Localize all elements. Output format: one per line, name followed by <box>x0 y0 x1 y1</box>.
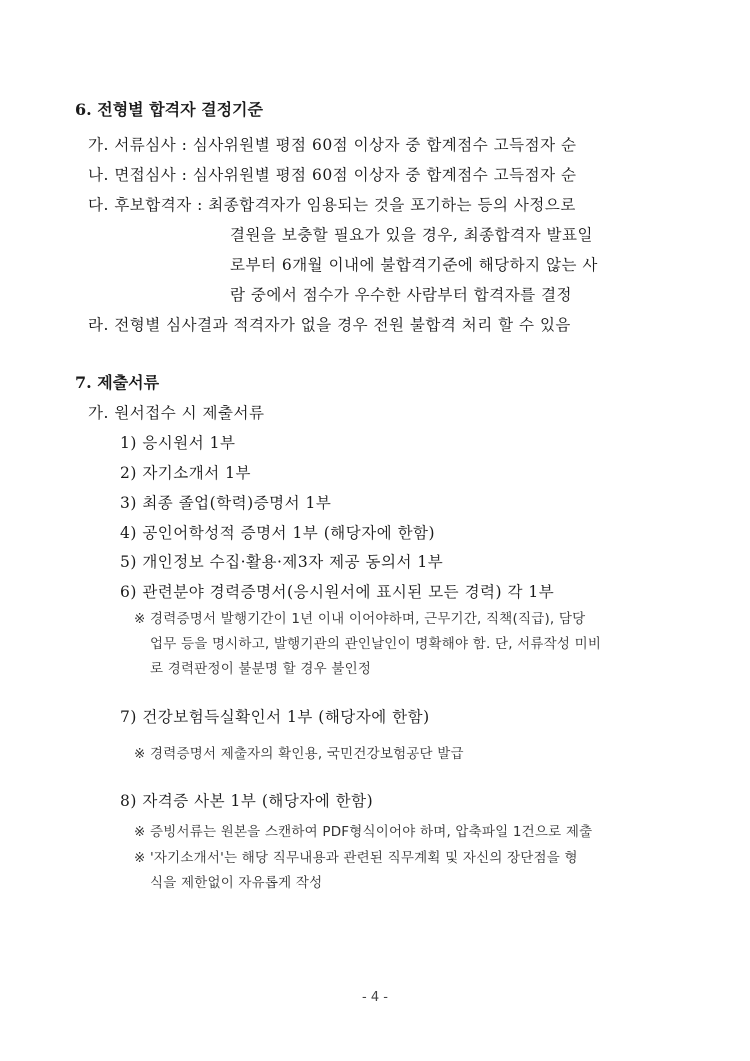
document-item: 6) 관련분야 경력증명서(응시원서에 표시된 모든 경력) 각 1부 <box>120 583 555 601</box>
criteria-item: 다. 후보합격자 : 최종합격자가 임용되는 것을 포기하는 등의 사정으로 <box>88 196 576 214</box>
document-item: 7) 건강보험득실확인서 1부 (해당자에 한함) <box>120 708 430 726</box>
section-6-heading: 6. 전형별 합격자 결정기준 <box>75 100 263 119</box>
criteria-continuation: 로부터 6개월 이내에 불합격기준에 해당하지 않는 사 <box>230 256 598 274</box>
document-item: 2) 자기소개서 1부 <box>120 464 251 482</box>
document-item: 5) 개인정보 수집·활용·제3자 제공 동의서 1부 <box>120 553 444 571</box>
criteria-continuation: 결원을 보충할 필요가 있을 경우, 최종합격자 발표일 <box>230 226 593 244</box>
criteria-continuation: 람 중에서 점수가 우수한 사람부터 합격자를 결정 <box>230 286 573 304</box>
criteria-item: 라. 전형별 심사결과 적격자가 없을 경우 전원 불합격 처리 할 수 있음 <box>88 316 571 334</box>
document-item: 4) 공인어학성적 증명서 1부 (해당자에 한함) <box>120 524 436 542</box>
criteria-item: 가. 서류심사 : 심사위원별 평점 60점 이상자 중 합계점수 고득점자 순 <box>88 136 577 154</box>
page-number: - 4 - <box>362 990 388 1005</box>
document-item: 3) 최종 졸업(학력)증명서 1부 <box>120 494 332 512</box>
note-continuation: 업무 등을 명시하고, 발행기관의 관인날인이 명확해야 함. 단, 서류작성 미비 <box>150 636 602 652</box>
note-continuation: 로 경력판정이 불분명 할 경우 불인정 <box>150 661 372 677</box>
document-item: 1) 응시원서 1부 <box>120 434 236 452</box>
section-7-subheading: 가. 원서접수 시 제출서류 <box>88 404 265 422</box>
note-continuation: 식을 제한없이 자유롭게 작성 <box>150 875 323 891</box>
document-item: 8) 자격증 사본 1부 (해당자에 한함) <box>120 792 374 810</box>
note: ※ '자기소개서'는 해당 직무내용과 관련된 직무계획 및 자신의 장단점을 형 <box>134 850 578 866</box>
note: ※ 경력증명서 발행기간이 1년 이내 이어야하며, 근무기간, 직책(직급), 담당 <box>134 611 586 627</box>
note: ※ 증빙서류는 원본을 스캔하여 PDF형식이어야 하며, 압축파일 1건으로 제출 <box>134 824 593 840</box>
note: ※ 경력증명서 제출자의 확인용, 국민건강보험공단 발급 <box>134 746 464 762</box>
criteria-item: 나. 면접심사 : 심사위원별 평점 60점 이상자 중 합계점수 고득점자 순 <box>88 166 577 184</box>
section-7-heading: 7. 제출서류 <box>75 373 160 392</box>
